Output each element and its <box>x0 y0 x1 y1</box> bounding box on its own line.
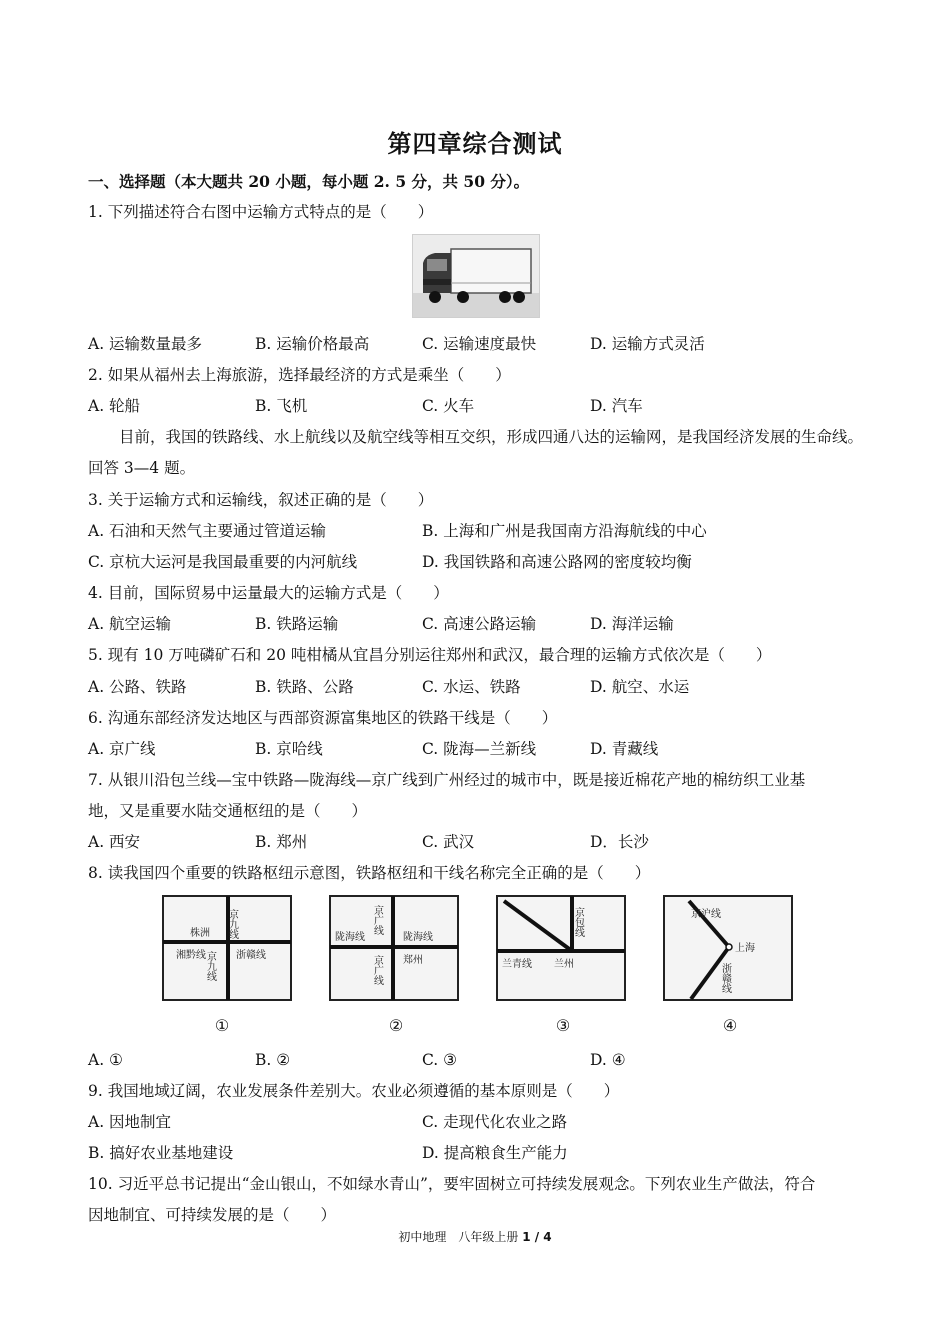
diagram-2-label-jingguang-bottom: 京广线 <box>371 955 383 985</box>
diagram-3-label-jingbao: 京包线 <box>572 907 584 937</box>
question-8: 8. 读我国四个重要的铁路枢纽示意图，铁路枢纽和干线名称完全正确的是（ ） <box>88 864 651 882</box>
diagram-4-label-shanghai: 上海 <box>735 943 755 954</box>
question-5: 5. 现有 10 万吨磷矿石和 20 吨柑橘从宜昌分别运往郑州和武汉，最合理的运输方式依次是（ ） <box>88 646 772 664</box>
q9-option-c: C. 走现代化农业之路 <box>422 1113 568 1131</box>
diagram-4-label-jinghu: 京沪线 <box>691 909 721 920</box>
diagram-2-label-zhengzhou: 郑州 <box>403 955 423 966</box>
q4-option-a: A. 航空运输 <box>88 615 172 633</box>
question-7-line-2: 地，又是重要水陆交通枢纽的是（ ） <box>88 802 368 820</box>
railway-hub-diagram-2 <box>329 895 459 1001</box>
question-7-line-1: 7. 从银川沿包兰线—宝中铁路—陇海线—京广线到广州经过的城市中，既是接近棉花产地的棉纺织工业基 <box>88 771 806 789</box>
diagram-1-number: ① <box>214 1016 230 1035</box>
q1-option-a: A. 运输数量最多 <box>88 335 203 353</box>
q8-option-b: B. ② <box>255 1051 291 1069</box>
q1-option-c: C. 运输速度最快 <box>422 335 537 353</box>
page-number: 1 / 4 <box>522 1230 552 1244</box>
diagram-1-label-zhegan: 浙赣线 <box>236 950 266 961</box>
diagram-2-number: ② <box>388 1016 404 1035</box>
q9-option-a: A. 因地制宜 <box>88 1113 172 1131</box>
q7-option-d: D．长沙 <box>590 833 649 851</box>
railway-hub-diagram-3 <box>496 895 626 1001</box>
diagram-1-label-jingjiu-bottom: 京九线 <box>204 951 216 981</box>
q2-option-c: C. 火车 <box>422 397 475 415</box>
passage-text: 目前，我国的铁路线、水上航线以及航空线等相互交织，形成四通八达的运输网，是我国经济发展的生命线。回答 3—4 题。 <box>88 428 864 477</box>
q3-option-d: D. 我国铁路和高速公路网的密度较均衡 <box>422 553 692 571</box>
q2-option-a: A. 轮船 <box>88 397 141 415</box>
question-10-line-2: 因地制宜、可持续发展的是（ ） <box>88 1206 337 1224</box>
q1-option-d: D. 运输方式灵活 <box>590 335 705 353</box>
diagram-1-label-jingjiu-top: 京九线 <box>226 909 238 939</box>
footer-text: 初中地理 八年级上册 <box>398 1230 519 1244</box>
q7-option-a: A. 西安 <box>88 833 141 851</box>
diagram-3-label-lanqing: 兰青线 <box>502 959 532 970</box>
diagram-2-label-longhai-right: 陇海线 <box>403 932 433 943</box>
q9-option-b: B. 搞好农业基地建设 <box>88 1144 234 1162</box>
q6-option-c: C. 陇海—兰新线 <box>422 740 537 758</box>
diagram-4-label-zhegan: 浙赣线 <box>719 963 731 993</box>
q5-option-b: B. 铁路、公路 <box>255 678 354 696</box>
diagram-2-label-longhai-left: 陇海线 <box>335 932 365 943</box>
q3-option-c: C. 京杭大运河是我国最重要的内河航线 <box>88 553 358 571</box>
diagram-4-number: ④ <box>722 1016 738 1035</box>
page-title: 第四章综合测试 <box>387 129 563 158</box>
q3-option-a: A. 石油和天然气主要通过管道运输 <box>88 522 327 540</box>
question-9: 9. 我国地域辽阔，农业发展条件差别大。农业必须遵循的基本原则是（ ） <box>88 1082 620 1100</box>
question-1: 1. 下列描述符合右图中运输方式特点的是（ ） <box>88 203 434 221</box>
q7-option-b: B. 郑州 <box>255 833 308 851</box>
q5-option-c: C. 水运、铁路 <box>422 678 521 696</box>
q7-option-c: C. 武汉 <box>422 833 475 851</box>
q8-option-d: D. ④ <box>590 1051 626 1069</box>
q2-option-d: D. 汽车 <box>590 397 643 415</box>
q4-option-b: B. 铁路运输 <box>255 615 339 633</box>
question-2: 2. 如果从福州去上海旅游，选择最经济的方式是乘坐（ ） <box>88 366 511 384</box>
truck-image <box>412 234 540 318</box>
diagram-2-label-jingguang-top: 京广线 <box>371 905 383 935</box>
q6-option-a: A. 京广线 <box>88 740 156 758</box>
diagram-3-number: ③ <box>555 1016 571 1035</box>
q8-option-c: C. ③ <box>422 1051 458 1069</box>
q6-option-d: D. 青藏线 <box>590 740 659 758</box>
q9-option-d: D. 提高粮食生产能力 <box>422 1144 568 1162</box>
railway-hub-diagram-1 <box>162 895 292 1001</box>
q8-option-a: A. ① <box>88 1051 123 1069</box>
question-10-line-1: 10. 习近平总书记提出“金山银山，不如绿水青山”，要牢固树立可持续发展观念。下列农业生产做法，符合 <box>88 1175 816 1193</box>
q4-option-c: C. 高速公路运输 <box>422 615 537 633</box>
q5-option-d: D. 航空、水运 <box>590 678 690 696</box>
q2-option-b: B. 飞机 <box>255 397 308 415</box>
q5-option-a: A. 公路、铁路 <box>88 678 187 696</box>
question-3: 3. 关于运输方式和运输线，叙述正确的是（ ） <box>88 491 434 509</box>
diagram-1-label-zhuzhou: 株洲 <box>190 928 210 939</box>
section-heading: 一、选择题（本大题共 20 小题，每小题 2. 5 分，共 50 分）。 <box>88 172 530 191</box>
question-6: 6. 沟通东部经济发达地区与西部资源富集地区的铁路干线是（ ） <box>88 709 558 727</box>
page-footer <box>0 1228 950 1245</box>
q4-option-d: D. 海洋运输 <box>590 615 674 633</box>
diagram-3-label-lanzhou: 兰州 <box>554 959 574 970</box>
question-4: 4. 目前，国际贸易中运量最大的运输方式是（ ） <box>88 584 449 602</box>
q6-option-b: B. 京哈线 <box>255 740 323 758</box>
railway-hub-diagram-4 <box>663 895 793 1001</box>
q3-option-b: B. 上海和广州是我国南方沿海航线的中心 <box>422 522 707 540</box>
q1-option-b: B. 运输价格最高 <box>255 335 370 353</box>
diagram-1-label-xiangqian: 湘黔线 <box>176 950 206 961</box>
